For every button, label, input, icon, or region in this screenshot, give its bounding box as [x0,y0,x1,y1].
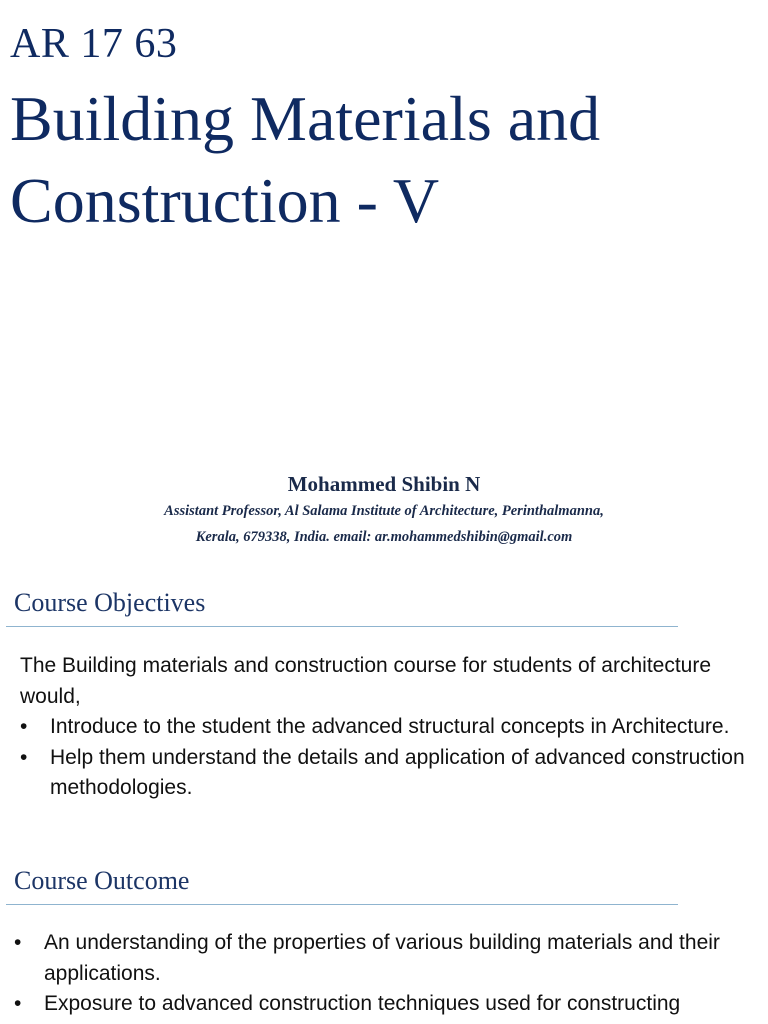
course-outcome-heading: Course Outcome [14,866,190,895]
author-name: Mohammed Shibin N [287,472,481,496]
outcome-body [14,928,758,1020]
bullet-icon: • [14,992,22,1015]
list-item [14,928,758,989]
objective-text: Introduce to the student the advanced structural concepts in Architecture. [50,715,730,738]
bullet-icon: • [14,931,22,954]
objectives-intro: The Building materials and construction course for students of architecture would, [20,654,712,708]
outcome-text: An understanding of the properties of various building materials and their applications. [44,931,720,985]
objectives-body [20,651,750,804]
author-affiliation-line-2: Kerala, 679338, India. email: ar.mohammedshibin@gmail.com [195,529,573,545]
objectives-divider [6,626,678,627]
list-item [20,712,750,743]
outcome-divider [6,904,678,905]
bullet-icon: • [20,715,28,738]
course-code: AR 17 63 [10,21,178,67]
course-title: Building Materials and Construction - V [10,83,601,236]
author-block [0,470,768,550]
author-affiliation-line-1: Assistant Professor, Al Salama Institute of Architecture, Perinthalmanna, [164,503,604,519]
objectives-list [20,712,750,804]
list-item [20,743,750,804]
outcome-text: Exposure to advanced construction techniques used for constructing [44,992,681,1015]
bullet-icon: • [20,745,28,769]
objective-text: Help them understand the details and application of advanced construction methodologies. [50,745,745,799]
list-item [14,989,758,1020]
outcome-list [14,928,758,1020]
course-objectives-heading: Course Objectives [14,588,206,617]
